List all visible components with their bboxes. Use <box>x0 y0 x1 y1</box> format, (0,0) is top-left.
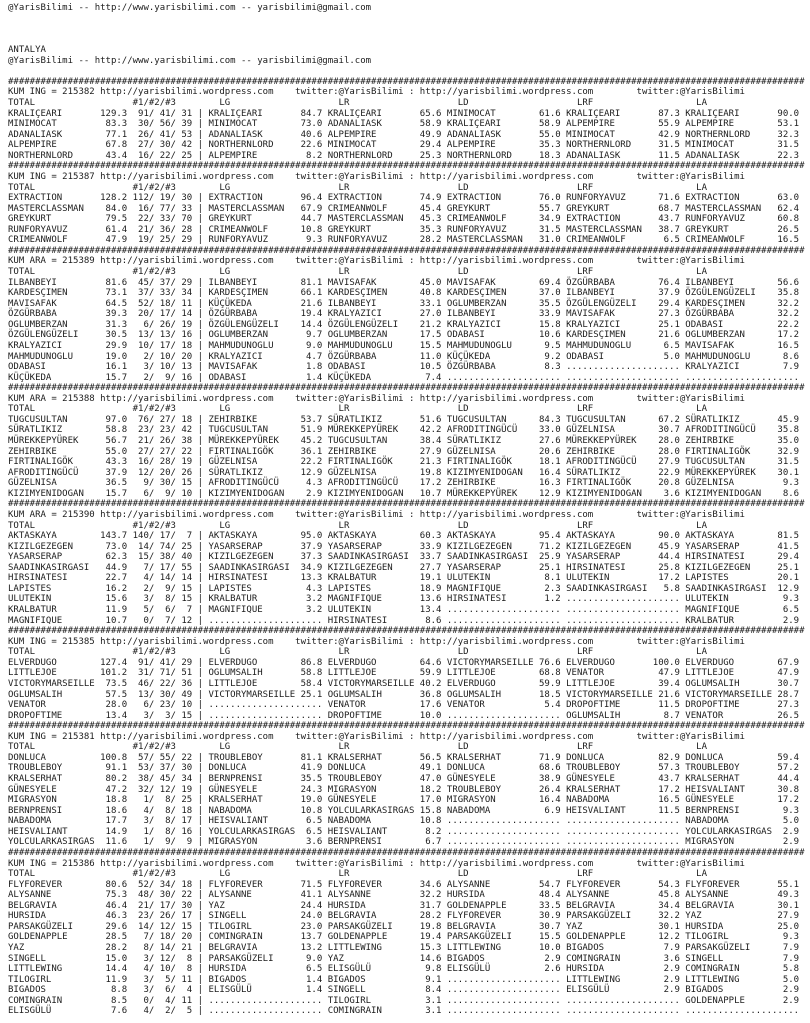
table-row: ALPEMPIRE 67.8 27/ 30/ 42 | NORTHERNLORD 22.6 MINIMOCAT 29.4 ALPEMPIRE 35.3 NORTHERNLORD 31.5 MINIMOCAT 31.5 <box>8 140 800 151</box>
table-row: NABADOMA 17.7 3/ 8/ 17 | HEISVALIANT 6.5 NABADOMA 10.8 ..................... ..................... NABADOMA 5.0 <box>8 816 800 827</box>
table-row: ELVERDUGO 127.4 91/ 41/ 29 | ELVERDUGO 86.8 ELVERDUGO 64.6 VICTORYMARSEILLE 76.6 ELVERDUGO 100.0 ELVERDUGO 67.9 <box>8 657 800 668</box>
sections-container <box>8 77 810 1017</box>
table-row: TILOGIRL 11.9 3/ 5/ 11 | BIGADOS 1.4 BIGADOS 9.1 ..................... LITTLEWING 2.9 LITTLEWING 5.0 <box>8 974 800 985</box>
table-row: OGLUMSALIH 57.5 13/ 30/ 49 | VICTORYMARSEILLE 25.1 OGLUMSALIH 36.8 OGLUMSALIH 18.5 VICTORYMARSEILLE 21.6 VICTORYMARSEILLE 28.7 <box>8 689 800 700</box>
table-row: NORTHERNLORD 43.4 16/ 22/ 25 | ALPEMPIRE 8.2 NORTHERNLORD 25.3 NORTHERNLORD 18.3 ADANALIASK 11.5 ADANALIASK 22.3 <box>8 150 800 161</box>
table-row: MÜREKKEPYÜREK 56.7 21/ 26/ 38 | MÜREKKEPYÜREK 45.2 TUGCUSULTAN 38.4 SÜRATLIKIZ 27.6 MÜREKKEPYÜREK 28.0 ZEHIRBIKE 35.0 <box>8 436 800 446</box>
city-title: ANTALYA <box>8 45 46 56</box>
table-row: BERNPRENSI 18.6 4/ 8/ 18 | NABADOMA 10.8 YOLCULARKASIRGAS 15.8 NABADOMA 6.9 HEISVALIANT 11.5 BERNPRENSI 9.3 <box>8 805 800 816</box>
table-row: OGLUMBERZAN 31.3 6/ 26/ 19 | ÖZGÜLENGÜZELI 14.4 ÖZGÜLENGÜZELI 21.2 KRALYAZICI 15.8 KRALYAZICI 25.1 ODABASI 22.2 <box>8 319 800 330</box>
section-separator: ################################################################################################################################################### <box>8 161 805 172</box>
table-row: DONLUCA 100.8 57/ 55/ 22 | TROUBLEBOY 81.1 KRALSERHAT 56.5 KRALSERHAT 71.9 DONLUCA 82.9 DONLUCA 59.4 <box>8 752 800 763</box>
table-row: ULUTEKIN 15.6 3/ 8/ 15 | KRALBATUR 3.2 MAGNIFIQUE 13.6 HIRSINATESI 1.2 ..................... ULUTEKIN 9.3 <box>8 594 800 605</box>
blank-line <box>8 14 810 25</box>
column-header-row: TOTAL #1/#2/#3 LG LR LD LRF LA <box>8 98 707 108</box>
column-header-row: TOTAL #1/#2/#3 LG LR LD LRF LA <box>8 182 707 193</box>
table-row: GÜZELNISA 36.5 9/ 30/ 15 | AFRODITINGÜCÜ 4.3 AFRODITINGÜCÜ 17.2 ZEHIRBIKE 16.3 FIRTINALIGÖK 20.8 GÜZELNISA 9.3 <box>8 478 800 489</box>
table-row: LITTLEWING 14.4 4/ 10/ 8 | HURSIDA 6.5 ELISGÜLÜ 9.8 ELISGÜLÜ 2.6 HURSIDA 2.9 COMINGRAIN 5.8 <box>8 964 800 975</box>
table-row: ODABASI 16.1 3/ 10/ 13 | MAVISAFAK 1.8 ODABASI 10.5 ÖZGÜRBABA 8.3 ..................... KRALYAZICI 7.9 <box>8 362 800 373</box>
table-row: PARSAKGÜZELI 29.6 14/ 12/ 15 | TILOGIRL 23.0 PARSAKGÜZELI 19.8 BELGRAVIA 30.7 YAZ 30.1 HURSIDA 25.0 <box>8 921 800 932</box>
table-row: COMINGRAIN 8.5 0/ 4/ 11 | ..................... TILOGIRL 3.1 ..................... ..................... GOLDENAPPLE 2.9 <box>8 995 800 1006</box>
table-row: ÖZGÜRBABA 39.3 20/ 17/ 14 | ÖZGÜRBABA 19.4 KRALYAZICI 27.0 ILBANBEYI 33.9 MAVISAFAK 27.3 ÖZGÜRBABA 32.2 <box>8 309 800 320</box>
table-row: KRALYAZICI 29.9 10/ 17/ 18 | MAHMUDUNOGLU 9.0 MAHMUDUNOGLU 15.5 MAHMUDUNOGLU 9.5 MAHMUDUNOGLU 6.5 MAVISAFAK 16.5 <box>8 340 800 351</box>
table-row: KRALIÇEARI 129.3 91/ 41/ 31 | KRALIÇEARI 84.7 KRALIÇEARI 65.6 MINIMOCAT 61.6 KRALIÇEARI 87.3 KRALIÇEARI 90.0 <box>8 108 800 119</box>
table-row: LITTLEJOE 101.2 31/ 71/ 51 | OGLUMSALIH 58.8 LITTLEJOE 59.9 LITTLEJOE 68.8 VENATOR 47.9 LITTLEJOE 47.9 <box>8 668 800 679</box>
table-row: YAZ 28.2 8/ 14/ 21 | BELGRAVIA 13.2 LITTLEWING 15.3 LITTLEWING 10.0 BIGADOS 7.9 PARSAKGÜZELI 7.9 <box>8 943 800 953</box>
table-row: KRALSERHAT 80.2 38/ 45/ 34 | BERNPRENSI 35.5 TROUBLEBOY 47.0 GÜNESYELE 38.9 GÜNESYELE 43.7 KRALSERHAT 44.4 <box>8 774 800 784</box>
table-row: ILBANBEYI 81.6 45/ 37/ 29 | ILBANBEYI 81.1 MAVISAFAK 45.0 MAVISAFAK 69.4 ÖZGÜRBABA 76.4 ILBANBEYI 56.6 <box>8 277 800 288</box>
section-header: KUM ING = 215381 http://yarisbilimi.wordpress.com twitter:@YarisBilimi : http://yarisbilimi.wordpress.com twitter:@YarisBilimi <box>8 731 745 742</box>
table-row: CRIMEANWOLF 47.9 19/ 25/ 29 | RUNFORYAVUZ 9.3 RUNFORYAVUZ 28.2 MASTERCLASSMAN 31.0 CRIMEANWOLF 6.5 CRIMEANWOLF 16.5 <box>8 235 800 246</box>
section-separator: ################################################################################################################################################### <box>8 383 805 394</box>
section-separator: ################################################################################################################################################### <box>8 847 805 858</box>
section-separator: ################################################################################################################################################### <box>8 76 805 87</box>
table-row: KIZILGEZEGEN 73.0 14/ 74/ 25 | YASARSERAP 37.9 YASARSERAP 33.9 KIZILGEZEGEN 71.2 KIZILGEZEGEN 45.9 YASARSERAP 41.5 <box>8 541 800 552</box>
table-row: HIRSINATESI 22.7 4/ 14/ 14 | HIRSINATESI 13.3 KRALBATUR 19.1 ULUTEKIN 8.1 ULUTEKIN 17.2 LAPISTES 20.1 <box>8 573 800 584</box>
table-row: HEISVALIANT 14.9 1/ 8/ 16 | YOLCULARKASIRGAS 6.5 HEISVALIANT 8.2 ..................... ..................... YOLCULARKASIRGAS 2.9 <box>8 826 800 837</box>
table-row: MAVISAFAK 64.5 52/ 18/ 11 | KÜÇÜKEDA 21.6 ILBANBEYI 33.1 OGLUMBERZAN 35.5 ÖZGÜLENGÜZELI 29.4 KARDESÇIMEN 32.2 <box>8 298 800 309</box>
section-separator: ################################################################################################################################################### <box>8 626 805 637</box>
table-row: SAADINKASIRGASI 44.9 7/ 17/ 55 | SAADINKASIRGASI 34.9 KIZILGEZEGEN 27.7 YASARSERAP 25.1 HIRSINATESI 25.8 KIZILGEZEGEN 25.1 <box>8 562 800 573</box>
table-row: GREYKURT 79.5 22/ 33/ 70 | GREYKURT 44.7 MASTERCLASSMAN 45.3 CRIMEANWOLF 34.9 EXTRACTION 43.7 RUNFORYAVUZ 60.8 <box>8 214 800 225</box>
section-header: KUM ING = 215386 http://yarisbilimi.wordpress.com twitter:@YarisBilimi : http://yarisbilimi.wordpress.com twitter:@YarisBilimi <box>8 858 745 869</box>
column-header-row: TOTAL #1/#2/#3 LG LR LD LRF LA <box>8 404 707 415</box>
section-header: KUM ARA = 215389 http://yarisbilimi.wordpress.com twitter:@YarisBilimi : http://yarisbilimi.wordpress.com twitter:@YarisBilimi <box>8 256 745 267</box>
column-header-row: TOTAL #1/#2/#3 LG LR LD LRF LA <box>8 869 707 880</box>
table-row: KÜÇÜKEDA 15.7 2/ 9/ 16 | ODABASI 1.4 KÜÇÜKEDA 7.4 ..................... ..................... ..................... <box>8 372 800 383</box>
table-row: ALYSANNE 75.3 48/ 30/ 22 | ALYSANNE 41.1 ALYSANNE 32.2 HURSIDA 48.4 ALYSANNE 45.8 ALYSANNE 49.3 <box>8 890 800 901</box>
column-header-row: TOTAL #1/#2/#3 LG LR LD LRF LA <box>8 267 707 277</box>
table-row: ÖZGÜLENGÜZELI 30.5 13/ 13/ 16 | OGLUMBERZAN 9.7 OGLUMBERZAN 17.5 ODABASI 10.6 KARDESÇIMEN 21.6 OGLUMBERZAN 17.2 <box>8 330 800 341</box>
section-header: KUM ING = 215385 http://yarisbilimi.wordpress.com twitter:@YarisBilimi : http://yarisbilimi.wordpress.com twitter:@YarisBilimi <box>8 636 745 647</box>
table-row: SINGELL 15.0 3/ 12/ 8 | PARSAKGÜZELI 9.0 YAZ 14.6 BIGADOS 2.9 COMINGRAIN 3.6 SINGELL 7.9 <box>8 953 800 964</box>
section-header: KUM ING = 215382 http://yarisbilimi.wordpress.com twitter:@YarisBilimi : http://yarisbilimi.wordpress.com twitter:@YarisBilimi <box>8 87 745 98</box>
table-row: TUGCUSULTAN 97.0 76/ 27/ 18 | ZEHIRBIKE 53.7 SÜRATLIKIZ 51.6 TUGCUSULTAN 84.3 TUGCUSULTAN 67.2 SÜRATLIKIZ 45.9 <box>8 414 800 425</box>
section-header: KUM ARA = 215390 http://yarisbilimi.wordpress.com twitter:@YarisBilimi : http://yarisbilimi.wordpress.com twitter:@YarisBilimi <box>8 509 745 520</box>
table-row: EXTRACTION 128.2 112/ 19/ 30 | EXTRACTION 96.4 EXTRACTION 74.9 EXTRACTION 76.0 RUNFORYAVUZ 71.6 EXTRACTION 63.0 <box>8 193 800 204</box>
table-row: SÜRATLIKIZ 58.8 23/ 23/ 42 | TUGCUSULTAN 51.9 MÜREKKEPYÜREK 42.2 AFRODITINGÜCÜ 33.0 GÜZELNISA 30.7 AFRODITINGÜCÜ 35.8 <box>8 425 800 436</box>
contact-line: @YarisBilimi -- http://www.yarisbilimi.com -- yarisbilimi@gmail.com <box>8 3 372 13</box>
section-separator: ################################################################################################################################################### <box>8 499 805 510</box>
table-row: YASARSERAP 62.3 15/ 38/ 40 | KIZILGEZEGEN 37.3 SAADINKASIRGASI 33.7 SAADINKASIRGASI 25.9 YASARSERAP 44.4 HIRSINATESI 29.4 <box>8 552 800 563</box>
table-row: AKTASKAYA 143.7 140/ 17/ 7 | AKTASKAYA 95.0 AKTASKAYA 60.3 AKTASKAYA 95.4 AKTASKAYA 90.0 AKTASKAYA 81.5 <box>8 531 800 542</box>
table-row: KRALBATUR 11.9 5/ 6/ 7 | MAGNIFIQUE 3.2 ULUTEKIN 13.4 ..................... ..................... MAGNIFIQUE 6.5 <box>8 605 800 615</box>
column-header-row: TOTAL #1/#2/#3 LG LR LD LRF LA <box>8 520 707 531</box>
table-row: KARDESÇIMEN 73.1 37/ 33/ 34 | KARDESÇIMEN 66.1 KARDESÇIMEN 40.8 KARDESÇIMEN 37.0 ILBANBEYI 37.9 ÖZGÜLENGÜZELI 35.8 <box>8 288 800 299</box>
section-header: KUM ARA = 215388 http://yarisbilimi.wordpress.com twitter:@YarisBilimi : http://yarisbilimi.wordpress.com twitter:@YarisBilimi <box>8 393 745 404</box>
column-header-row: TOTAL #1/#2/#3 LG LR LD LRF LA <box>8 647 707 658</box>
table-row: LAPISTES 16.2 2/ 9/ 15 | LAPISTES 4.3 LAPISTES 18.9 MAGNIFIQUE 2.3 SAADINKASIRGASI 5.8 SAADINKASIRGASI 12.9 <box>8 583 800 594</box>
table-row: MIGRASYON 18.8 1/ 8/ 25 | KRALSERHAT 19.0 GÜNESYELE 17.0 MIGRASYON 16.4 NABADOMA 16.5 GÜNESYELE 17.2 <box>8 795 800 806</box>
table-row: VICTORYMARSEILLE 73.5 46/ 22/ 36 | LITTLEJOE 58.4 VICTORYMARSEILLE 40.2 ELVERDUGO 59.9 LITTLEJOE 39.4 OGLUMSALIH 30.7 <box>8 678 800 689</box>
table-row: BELGRAVIA 46.4 21/ 17/ 30 | YAZ 24.4 HURSIDA 31.7 GOLDENAPPLE 33.5 BELGRAVIA 34.4 BELGRAVIA 30.1 <box>8 900 800 911</box>
table-row: GÜNESYELE 47.2 32/ 12/ 19 | GÜNESYELE 24.3 MIGRASYON 18.2 TROUBLEBOY 26.4 KRALSERHAT 17.2 HEISVALIANT 30.8 <box>8 784 800 795</box>
blank-line <box>8 35 810 46</box>
blank-line <box>8 66 810 77</box>
table-row: RUNFORYAVUZ 61.4 21/ 36/ 28 | CRIMEANWOLF 10.8 GREYKURT 35.3 RUNFORYAVUZ 31.5 MASTERCLASSMAN 38.7 GREYKURT 26.5 <box>8 224 800 235</box>
table-row: AFRODITINGÜCÜ 37.9 12/ 20/ 26 | SÜRATLIKIZ 12.9 GÜZELNISA 19.8 KIZIMYENIDOGAN 16.4 SÜRATLIKIZ 22.9 MÜREKKEPYÜREK 30.1 <box>8 467 800 478</box>
table-row: MAHMUDUNOGLU 19.0 2/ 10/ 20 | KRALYAZICI 4.7 ÖZGÜRBABA 11.0 KÜÇÜKEDA 9.2 ODABASI 5.0 MAHMUDUNOGLU 8.6 <box>8 351 800 362</box>
table-row: MAGNIFIQUE 10.7 0/ 7/ 12 | ..................... HIRSINATESI 8.6 ..................... ..................... KRALBATUR 2.9 <box>8 615 800 626</box>
table-row: FLYFOREVER 80.6 52/ 34/ 18 | FLYFOREVER 71.5 FLYFOREVER 34.6 ALYSANNE 54.7 FLYFOREVER 54.3 FLYFOREVER 55.1 <box>8 879 800 890</box>
table-row: ELISGÜLÜ 7.6 4/ 2/ 5 | ..................... COMINGRAIN 3.1 ..................... ..................... ..................... <box>8 1006 800 1017</box>
table-row: GOLDENAPPLE 28.5 7/ 18/ 20 | COMINGRAIN 13.7 GOLDENAPPLE 19.4 PARSAKGÜZELI 15.5 GOLDENAPPLE 12.2 TILOGIRL 9.3 <box>8 932 800 943</box>
section-separator: ################################################################################################################################################### <box>8 721 805 732</box>
table-row: ZEHIRBIKE 55.0 27/ 27/ 22 | FIRTINALIGÖK 36.1 ZEHIRBIKE 27.9 GÜZELNISA 20.6 ZEHIRBIKE 28.0 FIRTINALIGÖK 32.9 <box>8 446 800 457</box>
section-separator: ################################################################################################################################################### <box>8 245 805 256</box>
contact-line: @YarisBilimi -- http://www.yarisbilimi.com -- yarisbilimi@gmail.com <box>8 55 372 66</box>
table-row: BIGADOS 8.8 3/ 6/ 4 | ELISGÜLÜ 1.4 SINGELL 8.4 ..................... ELISGÜLÜ 2.9 BIGADOS 2.9 <box>8 985 800 996</box>
table-row: MINIMOCAT 83.3 30/ 56/ 39 | MINIMOCAT 73.0 ADANALIASK 58.9 KRALIÇEARI 58.9 ALPEMPIRE 55.9 ALPEMPIRE 53.1 <box>8 119 800 130</box>
table-row: TROUBLEBOY 91.1 53/ 37/ 30 | DONLUCA 41.9 DONLUCA 49.1 DONLUCA 68.6 TROUBLEBOY 57.3 TROUBLEBOY 57.2 <box>8 763 800 774</box>
section-header: KUM ING = 215387 http://yarisbilimi.wordpress.com twitter:@YarisBilimi : http://yarisbilimi.wordpress.com twitter:@YarisBilimi <box>8 171 745 182</box>
table-row: VENATOR 28.0 6/ 23/ 10 | ..................... VENATOR 17.6 VENATOR 5.4 DROPOFTIME 11.5 DROPOFTIME 27.3 <box>8 700 800 711</box>
table-row: HURSIDA 46.3 23/ 26/ 17 | SINGELL 24.0 BELGRAVIA 28.2 FLYFOREVER 30.9 PARSAKGÜZELI 32.2 YAZ 27.9 <box>8 911 800 922</box>
table-row: MASTERCLASSMAN 84.0 16/ 77/ 33 | MASTERCLASSMAN 67.9 CRIMEANWOLF 45.4 GREYKURT 55.7 GREYKURT 68.7 MASTERCLASSMAN 62.4 <box>8 203 800 214</box>
table-row: FIRTINALIGÖK 43.3 16/ 28/ 19 | GÜZELNISA 22.2 FIRTINALIGÖK 21.3 FIRTINALIGÖK 18.1 AFRODITINGÜCÜ 27.9 TUGCUSULTAN 31.5 <box>8 457 800 468</box>
table-row: ADANALIASK 77.1 26/ 41/ 53 | ADANALIASK 40.6 ALPEMPIRE 49.9 ADANALIASK 55.0 MINIMOCAT 42.9 NORTHERNLORD 32.3 <box>8 129 800 140</box>
blank-line <box>8 24 810 35</box>
table-row: DROPOFTIME 13.4 3/ 3/ 15 | ..................... DROPOFTIME 10.0 ..................... OGLUMSALIH 8.7 VENATOR 26.5 <box>8 710 800 721</box>
table-row: YOLCULARKASIRGAS 11.6 1/ 9/ 9 | MIGRASYON 3.6 BERNPRENSI 6.7 ..................... ..................... MIGRASYON 2.9 <box>8 837 800 848</box>
table-row: KIZIMYENIDOGAN 15.7 6/ 9/ 10 | KIZIMYENIDOGAN 2.9 KIZIMYENIDOGAN 10.7 MÜREKKEPYÜREK 12.9 KIZIMYENIDOGAN 3.6 KIZIMYENIDOGAN 8.6 <box>8 488 800 499</box>
column-header-row: TOTAL #1/#2/#3 LG LR LD LRF LA <box>8 742 707 753</box>
